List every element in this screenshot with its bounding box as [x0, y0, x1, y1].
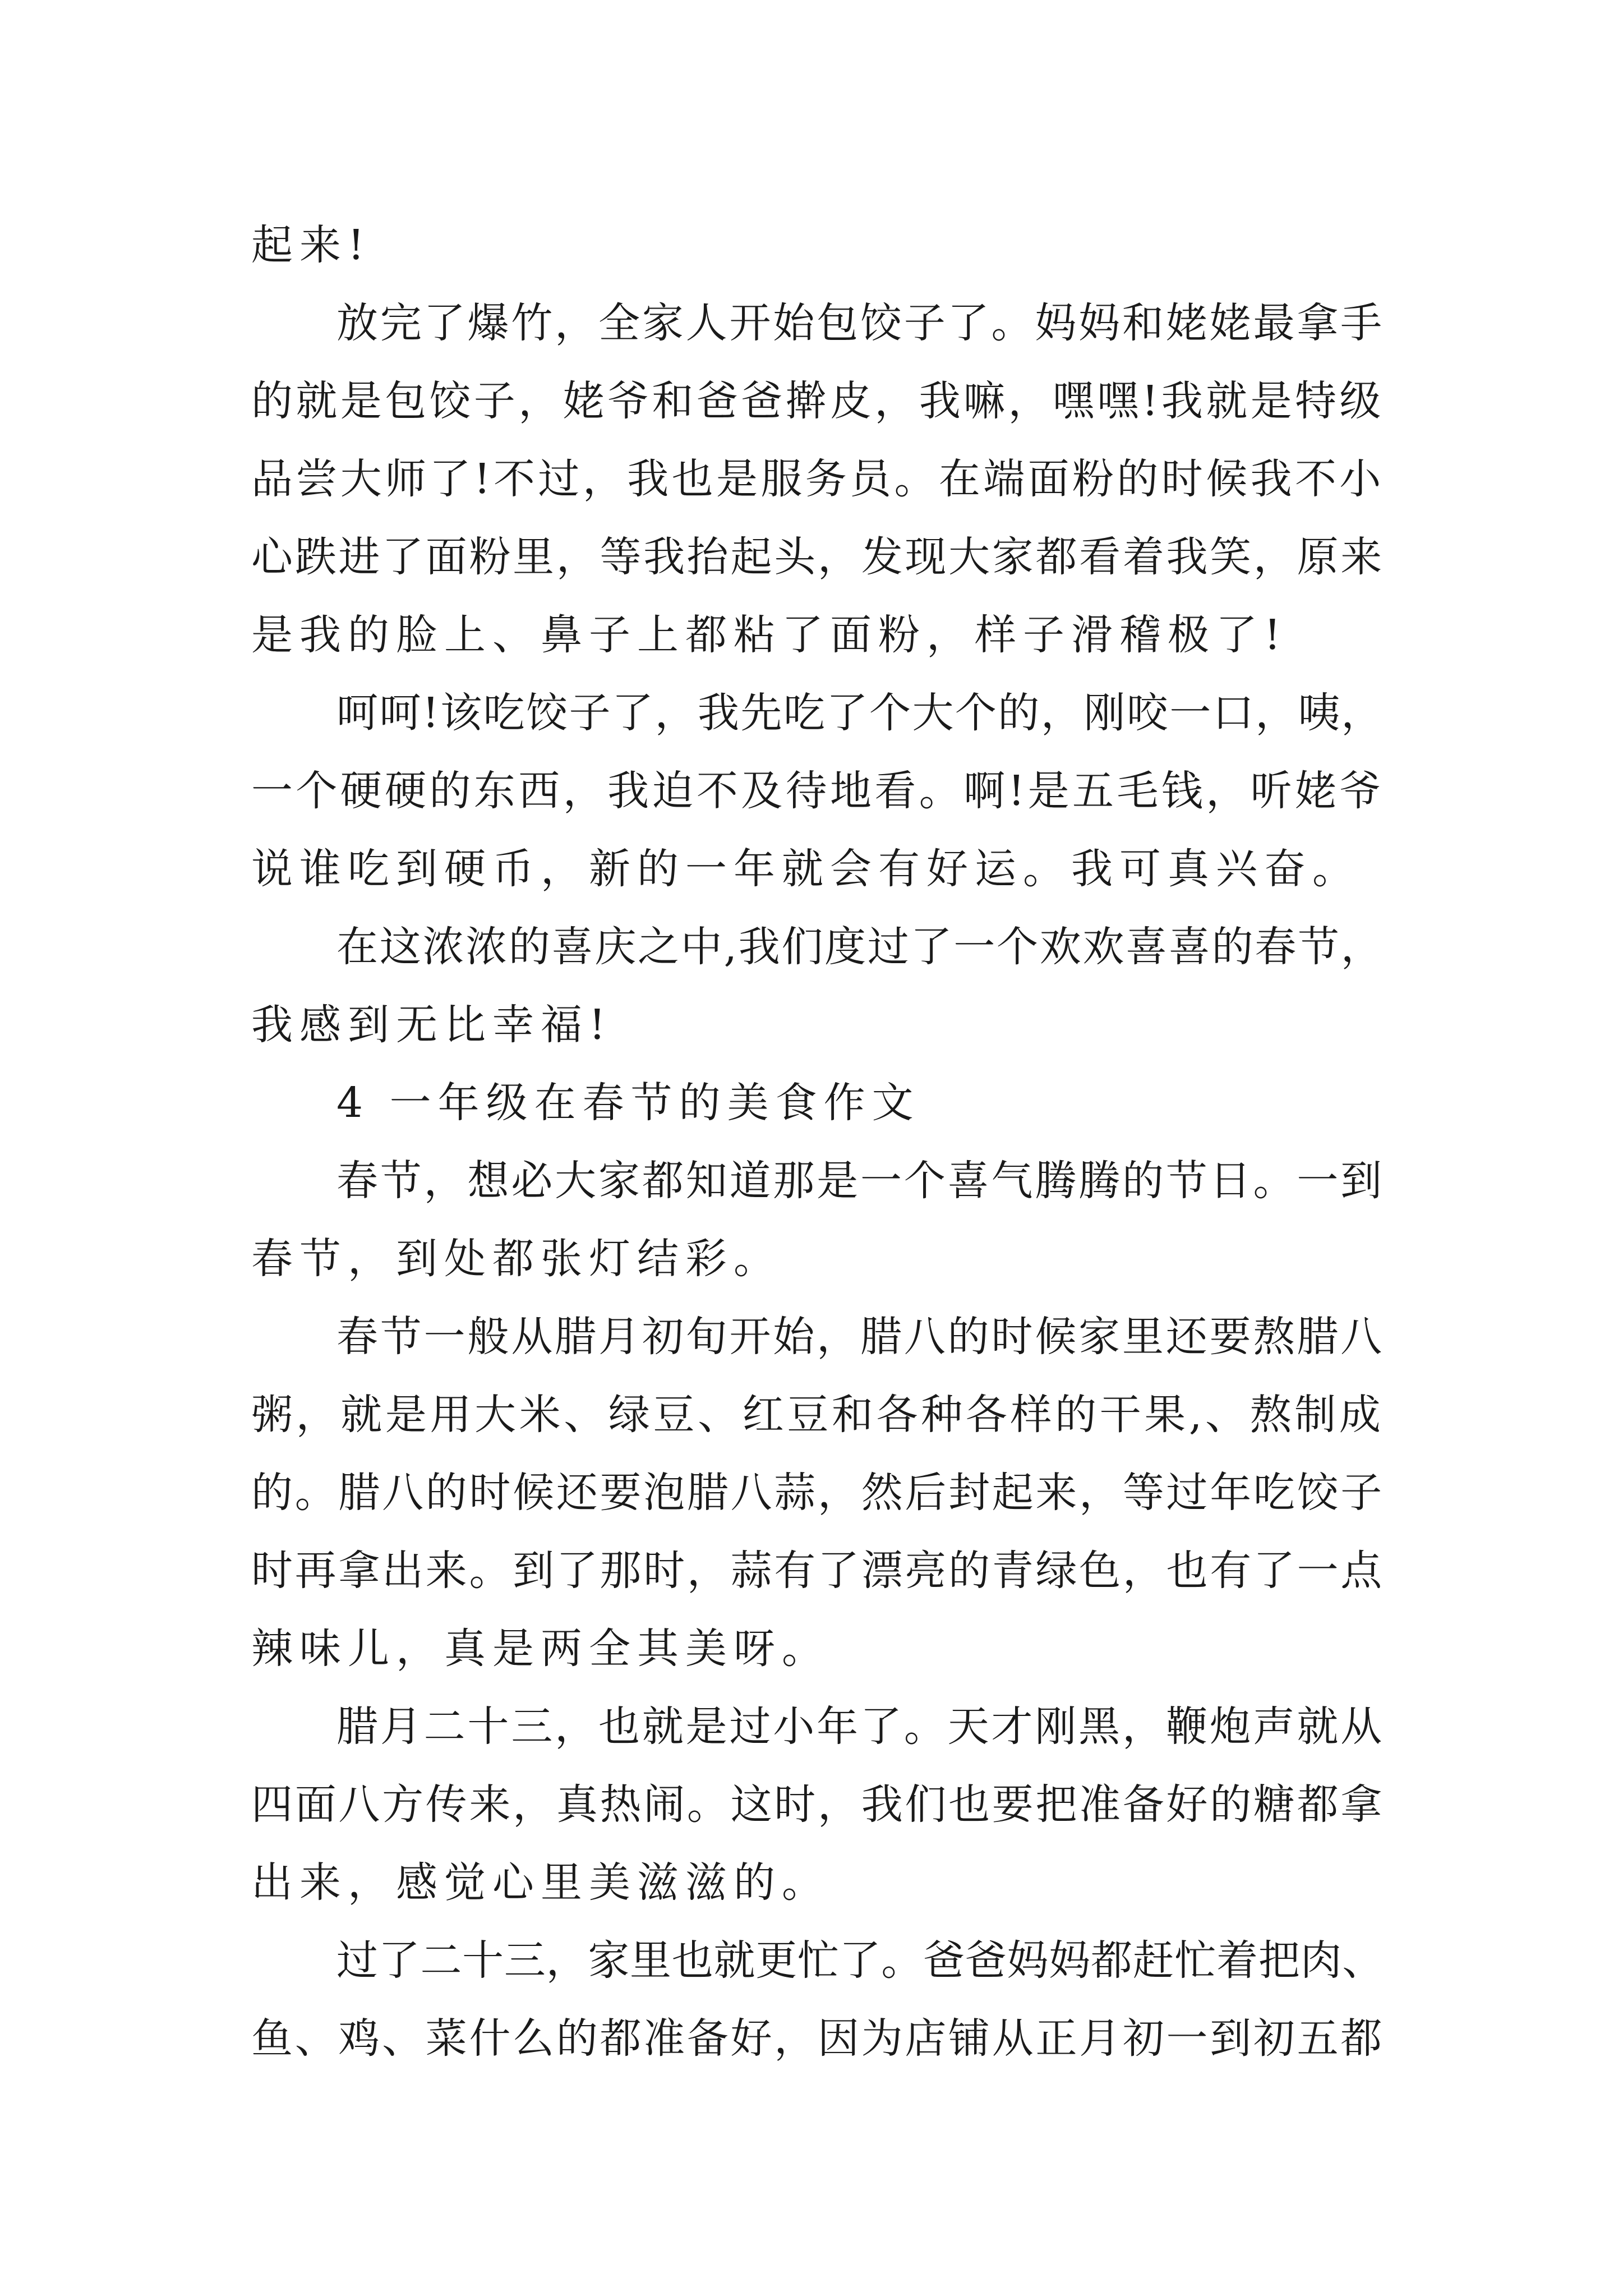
text-line: 在这浓浓的喜庆之中,我们度过了一个欢欢喜喜的春节， [336, 923, 1384, 971]
text-line: 粥，就是用大米、绿豆、红豆和各种各样的干果,、熬制成 [251, 1391, 1384, 1439]
text-line: 春节一般从腊月初旬开始，腊八的时候家里还要熬腊八 [336, 1313, 1384, 1361]
text-line: 起来! [251, 221, 371, 269]
text-line: 春节，到处都张灯结彩。 [251, 1235, 782, 1283]
text-line: 四面八方传来，真热闹。这时，我们也要把准备好的糖都拿 [251, 1780, 1384, 1829]
text-line: 鱼、鸡、菜什么的都准备好，因为店铺从正月初一到初五都 [251, 2014, 1384, 2063]
text-line: 我感到无比幸福! [251, 1001, 612, 1049]
text-line: 过了二十三，家里也就更忙了。爸爸妈妈都赶忙着把肉、 [336, 1936, 1384, 1985]
text-line: 是我的脸上、鼻子上都粘了面粉，样子滑稽极了! [251, 611, 1288, 659]
text-line: 心跌进了面粉里，等我抬起头，发现大家都看着我笑，原来 [251, 533, 1384, 581]
text-line: 出来，感觉心里美滋滋的。 [251, 1858, 830, 1907]
text-line: 的。腊八的时候还要泡腊八蒜，然后封起来，等过年吃饺子 [251, 1469, 1384, 1517]
text-line: 的就是包饺子，姥爷和爸爸擀皮，我嘛，嘿嘿!我就是特级 [251, 377, 1384, 425]
text-line: 呵呵!该吃饺子了，我先吃了个大个的，刚咬一口，咦， [336, 689, 1384, 737]
text-line: 一个硬硬的东西，我迫不及待地看。啊!是五毛钱，听姥爷 [251, 767, 1384, 815]
text-line: 品尝大师了!不过，我也是服务员。在端面粉的时候我不小 [251, 455, 1384, 503]
text-line: 说谁吃到硬币，新的一年就会有好运。我可真兴奋。 [251, 845, 1361, 893]
text-line: 4 一年级在春节的美食作文 [336, 1079, 920, 1127]
text-line: 腊月二十三，也就是过小年了。天才刚黑，鞭炮声就从 [336, 1703, 1384, 1751]
text-line: 放完了爆竹，全家人开始包饺子了。妈妈和姥姥最拿手 [336, 299, 1384, 347]
text-line: 春节，想必大家都知道那是一个喜气腾腾的节日。一到 [336, 1157, 1384, 1205]
text-line: 辣味儿，真是两全其美呀。 [251, 1625, 830, 1673]
text-line: 时再拿出来。到了那时，蒜有了漂亮的青绿色，也有了一点 [251, 1547, 1384, 1595]
essay-text [251, 206, 1384, 2078]
